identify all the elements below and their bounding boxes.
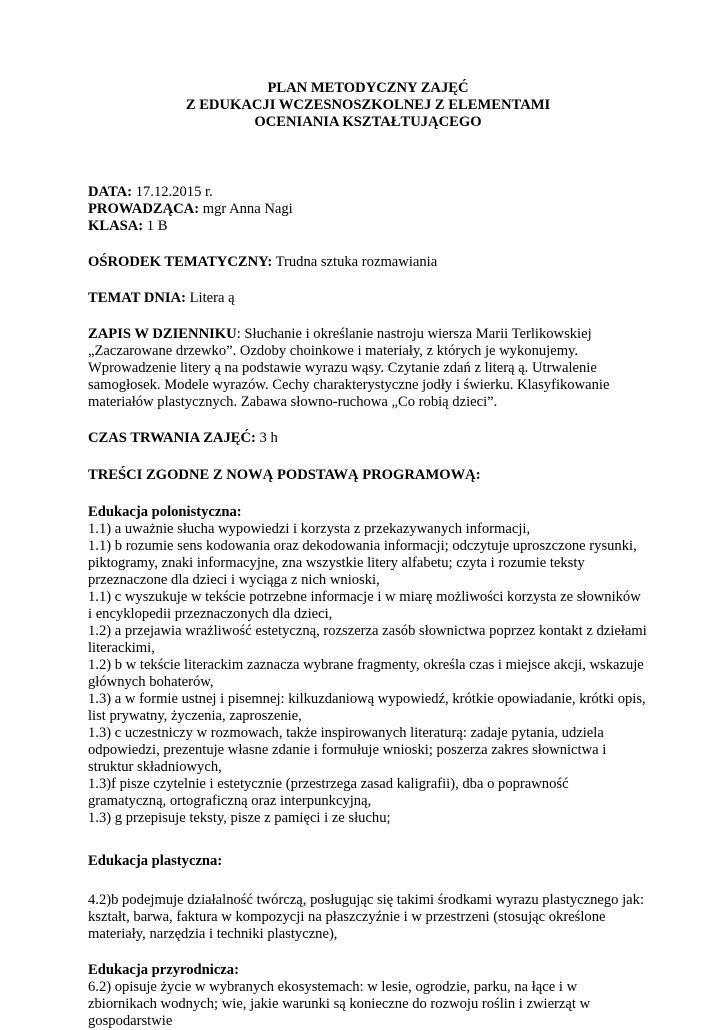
teacher-label: PROWADZĄCA: [88,201,200,217]
nature-heading: Edukacja przyrodnicza: [88,962,239,978]
class-label: KLASA: [88,218,144,234]
polish-heading: Edukacja polonistyczna: [88,504,242,520]
duration-row [88,430,648,447]
nature-section [88,962,648,1030]
list-item: 1.1) a uważnie słucha wypowiedzi i korzysta z przekazywanych informacji, [88,521,531,537]
list-item: 1.1) b rozumie sens kodowania oraz dekodowania informacji; odczytuje uproszczone rysunki, piktogramy, znaki informacyjne, zna wszystkie litery alfabetu; czyta i rozumie teksty przeznaczone dla dzieci i wyciąga z nich wnioski, [88,538,637,588]
theme-row [88,254,648,271]
date-row [88,184,648,201]
document-page [88,80,648,1030]
list-item: 1.3) a w formie ustnej i pisemnej: kilkuzdaniową wypowiedź, krótkie opowiadanie, krótki opis, list prywatny, życzenia, zaproszenie, [88,691,646,724]
journal-text: Słuchanie i określanie nastroju wiersza Marii Terlikowskiej „Zaczarowane drzewko”. Ozdoby choinkowe i materiały, z których je wykonujemy. Wprowadzenie litery ą na podstawie wyrazu wąsy. Czytanie zdań z literą ą. Utrwalenie samogłosek. Modele wyrazów. Cechy charakterystyczne jodły i świerku. Klasyfikowanie materiałów plastycznych. Zabawa słowno-ruchowa „Co robią dzieci”. [88,326,610,410]
teacher-row [88,201,648,218]
theme-label: OŚRODEK TEMATYCZNY: [88,254,273,270]
date-label: DATA: [88,184,133,200]
title-line-2: Z EDUKACJI WCZESNOSZKOLNEJ Z ELEMENTAMI [185,97,551,113]
date-value: 17.12.2015 r. [132,184,213,200]
duration-label: CZAS TRWANIA ZAJĘĆ: [88,430,256,446]
journal-label: ZAPIS W DZIENNIKU [88,326,237,342]
art-text: 4.2)b podejmuje działalność twórczą, posługując się takimi środkami wyrazu plastycznego jak: kształt, barwa, faktura w kompozycji na płaszczyźnie i w przestrzeni (stosując określone materiały, narzędzia i techniki plastyczne), [88,892,645,942]
topic-label: TEMAT DNIA: [88,290,186,306]
title-line-1: PLAN METODYCZNY ZAJĘĆ [267,80,469,96]
topic-row [88,290,648,307]
lesson-meta [88,184,648,235]
document-title [88,80,648,131]
list-item: 1.3)f pisze czytelnie i estetycznie (przestrzega zasad kaligrafii), dba o poprawność gramatyczną, ortograficzną oraz interpunkcyjną, [88,776,569,809]
list-item: 1.1) c wyszukuje w tekście potrzebne informacje i w miarę możliwości korzysta ze słowników i encyklopedii przeznaczonych dla dzieci, [88,589,641,622]
list-item: 1.3) c uczestniczy w rozmowach, także inspirowanych literaturą: zadaje pytania, udziela odpowiedzi, prezentuje własne zdanie i formułuje wnioski; poszerza zakres słownictwa i struktur składniowych, [88,725,607,775]
art-section [88,853,648,943]
title-line-3: OCENIANIA KSZTAŁTUJĄCEGO [254,114,482,130]
theme-value: Trudna sztuka rozmawiania [272,254,438,270]
teacher-value: mgr Anna Nagi [199,201,293,217]
nature-text: 6.2) opisuje życie w wybranych ekosystemach: w lesie, ogrodzie, parku, na łące i w zbiornikach wodnych; wie, jakie warunki są konieczne do rozwoju roślin i zwierząt w gospodarstwie [88,979,591,1029]
polish-list [88,521,648,827]
art-heading: Edukacja plastyczna: [88,853,223,869]
duration-value: 3 h [255,430,278,446]
journal-entry [88,326,648,411]
list-item: 1.2) a przejawia wrażliwość estetyczną, rozszerza zasób słownictwa poprzez kontakt z dziełami literackimi, [88,623,647,656]
journal-colon: : [236,326,241,342]
list-item: 1.3) g przepisuje teksty, pisze z pamięci i ze słuchu; [88,810,391,826]
curriculum-heading: TREŚCI ZGODNE Z NOWĄ PODSTAWĄ PROGRAMOWĄ: [88,467,481,483]
polish-section [88,504,648,827]
class-row [88,218,648,235]
topic-value: Litera ą [185,290,235,306]
list-item: 1.2) b w tekście literackim zaznacza wybrane fragmenty, określa czas i miejsce akcji, wskazuje głównych bohaterów, [88,657,644,690]
class-value: 1 B [143,218,168,234]
